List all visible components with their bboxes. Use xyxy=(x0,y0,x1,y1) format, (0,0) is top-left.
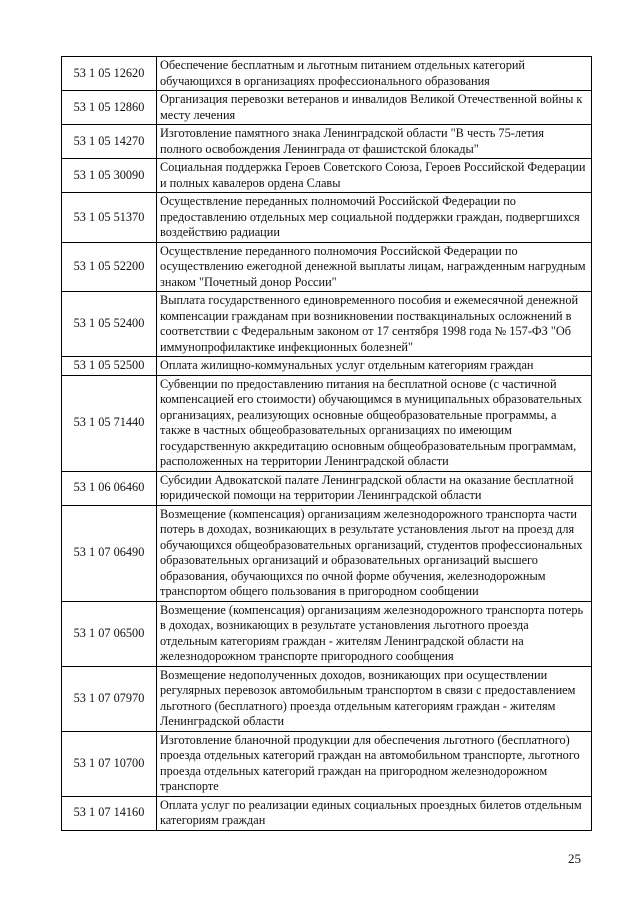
table-row xyxy=(62,471,592,505)
table-row xyxy=(62,292,592,357)
row-description: Возмещение (компенсация) организациям железнодорожного транспорта потерь в доходах, возникающих в результате установления льготного проезда отдельным категориям граждан - жителям Ленинградской области на железнодорожном транспорте пригородного сообщения xyxy=(157,601,592,666)
row-description: Выплата государственного единовременного пособия и ежемесячной денежной компенсации гражданам при возникновении поствакцинальных осложнений в соответствии с Федеральным законом от 17 сентября 1998 года № 157-ФЗ "Об иммунопрофилактике инфекционных болезней" xyxy=(157,292,592,357)
row-description: Возмещение (компенсация) организациям железнодорожного транспорта части потерь в доходах, возникающих в результате установления льгот на проезд для обучающихся общеобразовательных организаций, студентов профессиональных образовательных организаций и образовательных организаций высшего образования, обучающихся по очной форме обучения, железнодорожным транспортом общего пользования в пригородном сообщении xyxy=(157,505,592,601)
row-description: Оплата услуг по реализации единых социальных проездных билетов отдельным категориям граждан xyxy=(157,796,592,830)
row-code: 53 1 05 52200 xyxy=(62,242,157,292)
table-row xyxy=(62,666,592,731)
table-row xyxy=(62,505,592,601)
row-code: 53 1 05 51370 xyxy=(62,193,157,243)
row-code: 53 1 05 30090 xyxy=(62,159,157,193)
row-code: 53 1 05 52400 xyxy=(62,292,157,357)
row-description: Обеспечение бесплатным и льготным питанием отдельных категорий обучающихся в организациях профессионального образования xyxy=(157,57,592,91)
row-description: Субсидии Адвокатской палате Ленинградской области на оказание бесплатной юридической помощи на территории Ленинградской области xyxy=(157,471,592,505)
budget-codes-table xyxy=(61,56,592,831)
row-code: 53 1 05 12860 xyxy=(62,91,157,125)
row-description: Изготовление памятного знака Ленинградской области "В честь 75-летия полного освобождения Ленинграда от фашистской блокады" xyxy=(157,125,592,159)
table-row xyxy=(62,91,592,125)
row-code: 53 1 07 14160 xyxy=(62,796,157,830)
row-code: 53 1 07 06500 xyxy=(62,601,157,666)
table-row xyxy=(62,242,592,292)
row-code: 53 1 06 06460 xyxy=(62,471,157,505)
row-description: Субвенции по предоставлению питания на бесплатной основе (с частичной компенсацией его стоимости) обучающимся в муниципальных образовательных организациях, реализующих основные общеобразовательные программы, а также в частных общеобразовательных организациях по имеющим государственную аккредитацию основным общеобразовательным программам, расположенных на территории Ленинградской области xyxy=(157,375,592,471)
row-code: 53 1 07 07970 xyxy=(62,666,157,731)
table-row xyxy=(62,601,592,666)
table-row xyxy=(62,193,592,243)
table-row xyxy=(62,57,592,91)
row-description: Изготовление бланочной продукции для обеспечения льготного (бесплатного) проезда отдельных категорий граждан на автомобильном транспорте, льготного проезда отдельных категорий граждан на пригородном железнодорожном транспорте xyxy=(157,731,592,796)
row-code: 53 1 07 06490 xyxy=(62,505,157,601)
table-row xyxy=(62,796,592,830)
row-code: 53 1 05 52500 xyxy=(62,357,157,376)
row-description: Оплата жилищно-коммунальных услуг отдельным категориям граждан xyxy=(157,357,592,376)
row-description: Организация перевозки ветеранов и инвалидов Великой Отечественной войны к месту лечения xyxy=(157,91,592,125)
row-code: 53 1 05 12620 xyxy=(62,57,157,91)
row-description: Осуществление переданного полномочия Российской Федерации по осуществлению ежегодной денежной выплаты лицам, награжденным нагрудным знаком "Почетный донор России" xyxy=(157,242,592,292)
table-row xyxy=(62,375,592,471)
row-description: Социальная поддержка Героев Советского Союза, Героев Российской Федерации и полных кавалеров ордена Славы xyxy=(157,159,592,193)
table-row xyxy=(62,125,592,159)
row-description: Возмещение недополученных доходов, возникающих при осуществлении регулярных перевозок автомобильным транспортом в связи с предоставлением льготного (бесплатного) проезда отдельным категориям граждан - жителям Ленинградской области xyxy=(157,666,592,731)
table-row xyxy=(62,731,592,796)
page-number: 25 xyxy=(568,851,581,866)
table-row xyxy=(62,357,592,376)
row-code: 53 1 05 71440 xyxy=(62,375,157,471)
row-description: Осуществление переданных полномочий Российской Федерации по предоставлению отдельных мер социальной поддержки граждан, подвергшихся воздействию радиации xyxy=(157,193,592,243)
row-code: 53 1 07 10700 xyxy=(62,731,157,796)
table-body xyxy=(62,57,592,831)
table-row xyxy=(62,159,592,193)
row-code: 53 1 05 14270 xyxy=(62,125,157,159)
